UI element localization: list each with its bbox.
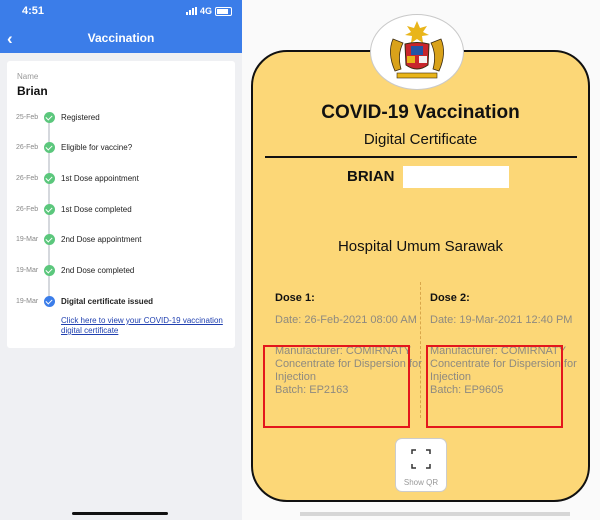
timeline-step [7, 295, 235, 309]
check-circle-icon [44, 173, 55, 184]
user-name: Brian [17, 84, 48, 98]
step-date: 19-Mar [16, 267, 39, 274]
dose-heading: Dose 1: [275, 292, 315, 304]
step-label: Digital certificate issued [61, 297, 154, 306]
show-qr-label: Show QR [403, 478, 439, 487]
name-label: Name [17, 72, 39, 81]
step-date: 26-Feb [16, 144, 39, 151]
dose-heading: Dose 2: [430, 292, 470, 304]
coat-of-arms-logo [370, 14, 464, 90]
home-indicator-bar [300, 512, 570, 516]
step-date: 19-Mar [16, 298, 39, 305]
app-header [0, 0, 242, 53]
step-label: 1st Dose appointment [61, 174, 139, 183]
timeline-step [7, 141, 235, 155]
page-title: Vaccination [87, 31, 155, 45]
dose-batch: Batch: EP9605 [430, 384, 504, 396]
redaction-block [403, 166, 509, 188]
qr-code-icon [411, 449, 431, 469]
home-indicator [72, 512, 168, 515]
highlight-box-dose-2 [426, 345, 563, 428]
step-label: 2nd Dose appointment [61, 235, 142, 244]
step-label: 1st Dose completed [61, 205, 132, 214]
status-indicators [186, 6, 232, 16]
step-date: 26-Feb [16, 206, 39, 213]
timeline-step [7, 233, 235, 247]
vaccination-app-screen [0, 0, 242, 520]
view-certificate-link[interactable]: Click here to view your COVID-19 vaccination digital certificate [61, 316, 223, 335]
dose-date: Date: 26-Feb-2021 08:00 AM [275, 314, 417, 326]
check-circle-icon [44, 234, 55, 245]
signal-icon [186, 7, 197, 15]
certificate-title: COVID-19 Vaccination [321, 102, 520, 123]
check-circle-icon [44, 265, 55, 276]
network-type: 4G [199, 6, 212, 16]
check-circle-icon [44, 142, 55, 153]
status-time: 4:51 [22, 5, 45, 17]
battery-icon [215, 7, 232, 16]
dose-manufacturer: Manufacturer: COMIRNATY Concentrate for Dispersion for Injection [430, 345, 577, 383]
dose-date: Date: 19-Mar-2021 12:40 PM [430, 314, 573, 326]
title-divider [265, 156, 577, 158]
step-date: 26-Feb [16, 175, 39, 182]
check-circle-icon [44, 112, 55, 123]
dose-batch: Batch: EP2163 [275, 384, 349, 396]
show-qr-button[interactable] [395, 438, 447, 492]
back-chevron-icon[interactable]: ‹ [7, 29, 13, 48]
check-circle-icon [44, 204, 55, 215]
holder-name: BRIAN [347, 168, 395, 185]
certificate-subtitle: Digital Certificate [363, 131, 478, 148]
step-date: 19-Mar [16, 236, 39, 243]
step-label: Registered [61, 113, 100, 122]
timeline-step [7, 172, 235, 186]
highlight-box-dose-1 [263, 345, 410, 428]
digital-certificate-card [251, 50, 590, 502]
step-label: 2nd Dose completed [61, 266, 135, 275]
timeline-step [7, 203, 235, 217]
timeline-step [7, 111, 235, 125]
check-circle-icon [44, 296, 55, 307]
step-date: 25-Feb [16, 114, 39, 121]
timeline-step [7, 264, 235, 278]
step-label: Eligible for vaccine? [61, 143, 133, 152]
vaccination-status-card [7, 61, 235, 348]
facility-name: Hospital Umum Sarawak [337, 238, 504, 255]
dose-manufacturer: Manufacturer: COMIRNATY Concentrate for Dispersion for Injection [275, 345, 422, 383]
